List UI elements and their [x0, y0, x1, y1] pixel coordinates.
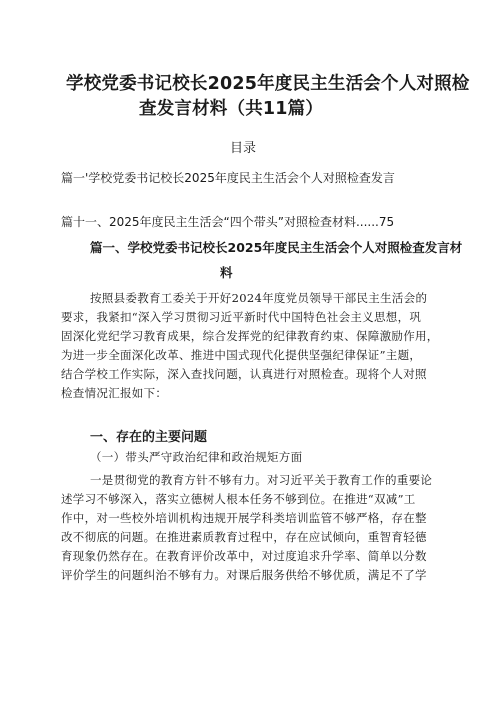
body-line: 评价学生的问题纠治不够有力。对课后服务供给不够优质，满足不了学 — [61, 568, 427, 582]
section-title-line-2: 料 — [220, 265, 233, 280]
body-line: 育现象仍然存在。在教育评价改革中，对过度追求升学率、简单以分数 — [61, 549, 427, 563]
document-title-line-1: 学校党委书记校长2025年度民主生活会个人对照检 — [66, 74, 470, 94]
section-title-line-1: 篇一、学校党委书记校长2025年度民主生活会个人对照检查发言材 — [90, 240, 463, 255]
toc-heading: 目录 — [230, 141, 257, 156]
toc-entry-11[interactable]: 篇十一、2025年度民主生活会“四个带头”对照检查材料......75 — [61, 215, 395, 229]
intro-line: 检查情况汇报如下： — [61, 386, 168, 400]
intro-line: 要求，我紧扣“深入学习贯彻习近平新时代中国特色社会主义思想，巩 — [61, 310, 422, 324]
heading-political-discipline: （一）带头严守政治纪律和政治规矩方面 — [90, 450, 303, 464]
body-line: 述学习不够深入，落实立德树人根本任务不够到位。在推进“双减”工 — [61, 492, 416, 506]
intro-line: 固深化党纪学习教育成果，综合发挥党的纪律教育约束、保障激励作用， — [61, 329, 439, 343]
intro-line: 结合学校工作实际，深入查找问题，认真进行对照检查。现将个人对照 — [61, 367, 427, 381]
intro-line: 为进一步全面深化改革、推进中国式现代化提供坚强纪律保证”主题， — [61, 348, 422, 362]
body-line: 改不彻底的问题。在推进素质教育过程中，存在应试倾向，重智育轻德 — [61, 530, 427, 544]
toc-entry-1[interactable]: 篇一'学校党委书记校长2025年度民主生活会个人对照检查发言 — [61, 171, 395, 185]
body-line: 一是贯彻党的教育方针不够有力。对习近平关于教育工作的重要论 — [90, 473, 433, 487]
heading-main-problems: 一、存在的主要问题 — [90, 430, 208, 445]
body-line: 作中，对一些校外培训机构违规开展学科类培训监管不够严格，存在整 — [61, 511, 427, 525]
document-title-line-2: 查发言材料（共11篇） — [139, 99, 324, 119]
intro-line: 按照县委教育工委关于开好2024年度党员领导干部民主生活会的 — [90, 291, 428, 305]
